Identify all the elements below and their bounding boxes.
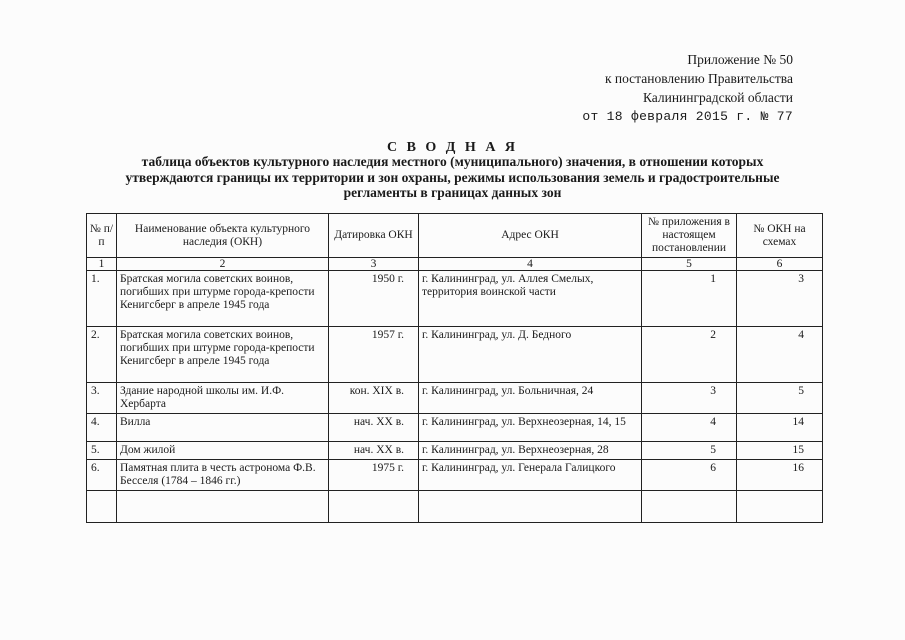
row-address: г. Калининград, ул. Верхнеозерная, 14, 15 xyxy=(419,414,642,442)
empty-cell xyxy=(737,491,823,523)
row-appendix-no: 6 xyxy=(642,460,737,491)
row-num: 1. xyxy=(87,271,117,327)
row-num: 6. xyxy=(87,460,117,491)
row-date: нач. XX в. xyxy=(329,414,419,442)
empty-cell xyxy=(117,491,329,523)
empty-cell xyxy=(87,491,117,523)
empty-cell xyxy=(419,491,642,523)
row-address: г. Калининград, ул. Д. Бедного xyxy=(419,327,642,383)
header-scheme-no: № ОКН на схемах xyxy=(737,214,823,258)
column-number: 1 xyxy=(87,258,117,271)
table-row-empty xyxy=(87,491,823,523)
row-num: 3. xyxy=(87,383,117,414)
header-name: Наименование объекта культурного наследия (ОКН) xyxy=(117,214,329,258)
row-date: 1975 г. xyxy=(329,460,419,491)
appendix-date: от 18 февраля 2015 г. № 77 xyxy=(582,109,793,124)
row-name: Дом жилой xyxy=(117,442,329,460)
row-address: г. Калининград, ул. Генерала Галицкого xyxy=(419,460,642,491)
row-appendix-no: 4 xyxy=(642,414,737,442)
row-name: Памятная плита в честь астронома Ф.В. Бесселя (1784 – 1846 гг.) xyxy=(117,460,329,491)
row-scheme-no: 4 xyxy=(737,327,823,383)
row-scheme-no: 15 xyxy=(737,442,823,460)
header-date: Датировка ОКН xyxy=(329,214,419,258)
appendix-header xyxy=(582,50,793,126)
row-num: 2. xyxy=(87,327,117,383)
row-date: кон. XIX в. xyxy=(329,383,419,414)
row-num: 4. xyxy=(87,414,117,442)
row-appendix-no: 5 xyxy=(642,442,737,460)
table-row xyxy=(87,460,823,491)
heritage-table xyxy=(86,213,823,523)
column-number: 2 xyxy=(117,258,329,271)
row-scheme-no: 5 xyxy=(737,383,823,414)
row-scheme-no: 3 xyxy=(737,271,823,327)
empty-cell xyxy=(642,491,737,523)
table-header-row xyxy=(87,214,823,258)
column-number-row xyxy=(87,258,823,271)
appendix-resolution: к постановлению Правительства xyxy=(604,71,793,86)
row-date: нач. XX в. xyxy=(329,442,419,460)
row-address: г. Калининград, ул. Верхнеозерная, 28 xyxy=(419,442,642,460)
row-scheme-no: 14 xyxy=(737,414,823,442)
row-name: Здание народной школы им. И.Ф. Хербарта xyxy=(117,383,329,414)
table-row xyxy=(87,383,823,414)
row-address: г. Калининград, ул. Аллея Смелых, территория воинской части xyxy=(419,271,642,327)
row-address: г. Калининград, ул. Больничная, 24 xyxy=(419,383,642,414)
row-appendix-no: 1 xyxy=(642,271,737,327)
appendix-number: Приложение № 50 xyxy=(687,52,793,67)
empty-cell xyxy=(329,491,419,523)
table-row xyxy=(87,414,823,442)
column-number: 6 xyxy=(737,258,823,271)
row-name: Вилла xyxy=(117,414,329,442)
column-number: 3 xyxy=(329,258,419,271)
row-appendix-no: 3 xyxy=(642,383,737,414)
column-number: 5 xyxy=(642,258,737,271)
row-date: 1957 г. xyxy=(329,327,419,383)
header-appendix-no: № приложения в настоящем постановлении xyxy=(642,214,737,258)
column-number: 4 xyxy=(419,258,642,271)
appendix-region: Калининградской области xyxy=(642,90,793,105)
row-name: Братская могила советских воинов, погибших при штурме города-крепости Кенигсберг в апреле 1945 года xyxy=(117,327,329,383)
row-scheme-no: 16 xyxy=(737,460,823,491)
row-num: 5. xyxy=(87,442,117,460)
table-row xyxy=(87,442,823,460)
table-row xyxy=(87,327,823,383)
header-num: № п/п xyxy=(87,214,117,258)
document-title: С В О Д Н А Я xyxy=(386,140,519,155)
row-date: 1950 г. xyxy=(329,271,419,327)
row-appendix-no: 2 xyxy=(642,327,737,383)
document-subtitle: таблица объектов культурного наследия местного (муниципального) значения, в отношении которых утверждаются границы их территории и зон охраны, режимы использования земель и градостроительные регламенты в границах данных зон xyxy=(125,154,780,200)
header-address: Адрес ОКН xyxy=(419,214,642,258)
row-name: Братская могила советских воинов, погибших при штурме города-крепости Кенигсберг в апреле 1945 года xyxy=(117,271,329,327)
table-row xyxy=(87,271,823,327)
